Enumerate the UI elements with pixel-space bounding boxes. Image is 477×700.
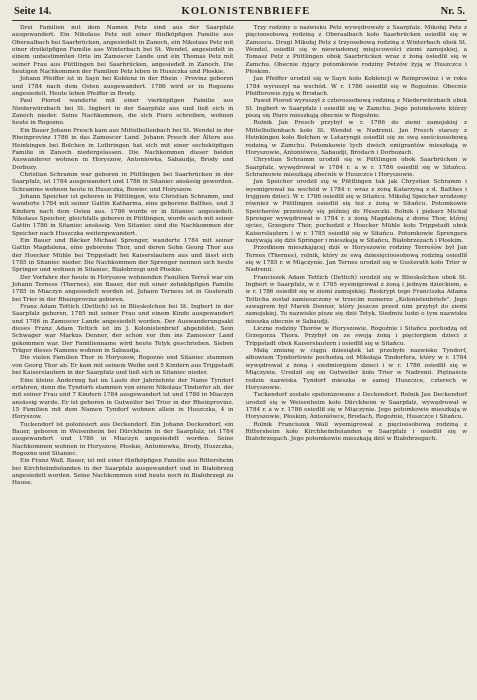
paragraph-piorod-de: Paul Piorod wanderte mit einer vierköpfigen Familie aus Niederwürzbach bei St. Ingbert in der Saarpfalz aus und ließ sich in Zanoch nieder. Seine Nachkommen, die sich Piuro schreiben, wohnen heute in Rogozno.	[12, 98, 234, 127]
page-header	[12, 6, 467, 20]
paragraph-tuckendorf-de: Tuckendorf ist polonisiert aus Deckendorf. Ein Johann Deckendorf, ein Bauer, geboren in Weisenheim bei Dürckheim in der Saarpfalz, ist 1784 ausgewandert und 1786 in Miaczyn angesiedelt worden. Seine Nachkommen wohnen in Horyszow, Płoskie, Antoniowka, Brody, Huszczka, Rogozno und Sitaniec.	[12, 421, 234, 457]
paragraph-tuckendorf-pl: Tuckendorf zostało spolonizowane z Deckendorf. Rolnik Jan Deckendorf urodził się w Weisenheim koło Dürckheim w Saarpfalz, wywędrował w 1784 r. a w r. 1786 osiedlił się w Miączynie. Jego potomkowie mieszkają w Horyszowie, Płoskim, Antoniówce, Brodach, Rogoźnie, Huszczce i Sitańcu.	[245, 392, 467, 421]
german-column	[12, 25, 234, 488]
paragraph-tyndorf-de: Eine kleine Änderung hat im Laufe der Jahrzehnte der Name Tyndorf erfahren, denn die Tyndorfs stammen von einem Nikolaus Tindorfer ab, der mit seiner Frau und 7 Kindern 1784 ausgewandert ist und 1786 in Miaczyn ansässig wurde. Er ist geboren in Gutweiler bei Trier in der Rheinprovinz. 15 Familien mit dem Namen Tyndorf wohnen allein in Huszczka, 4 in Horyszow.	[12, 377, 234, 421]
paragraph-sprenger-de: Ein Bauer und Bäcker Michael Sprenger, wanderte 1784 mit seiner Gattin Magdalena, eine geborene Thor, und deren Sohn Georg Thor aus der Hoecker Mühle bei Trippstadt bei Kaiserslautern aus und lässt sich 1785 in Sitaniec nieder. Die Nachkommen der Sprenger nennen sich heute Springer und wohnen in Sitaniec, Białobrzegi und Płoskie.	[12, 237, 234, 274]
paragraph-speicher-pl: Jan Speicher urodził się w Püttlingen tak jak Chrystian Schramm i wyemigrował na wschód w 1784 r. wraz z żoną Katarzyną z d. Balthes i trojgiem dzieci. W r. 1786 osiedlił się w Sitańcu. Mikołaj Speicher urodzony również w Püttlingen osiedlił się też z żoną w Sitańcu. Potomkowie Speicherów przeniosły się później do Huszczki. Rolnik i piekarz Michał Sprenger wywędrował w 1784 r. z żoną Magdaleną z domu Thor, której ojciec, Grzegorz Thor, pochodził z Hoecker Mühle koło Trippstadt obok Kaiserslautern i w r. 1785 osiedlił się w Sitańcu. Potomkowie Sprengera nazywają się dziś Springer i mieszkają w Sitańcu, Białobrzezach i Płoskim.	[245, 179, 467, 244]
page-label: Seite 14.	[14, 6, 52, 17]
paragraph-tettich-pl: Franciszek Adam Tettich (Dettich) urodził się w Blieskolchen obok St. Ingbert w Saarpfalz, w r. 1785 wyemigrował z żoną i jednym dzieckiem, a w r. 1786 osiedlił się w ziemi zamojskiej. Reskrypt tego Franciszka Adama Tetticha został zamieszczony w trzecim numerze „Kolonistenbriefe". Jego szwagrem był Marek Denner, który jeszcze przed nim przybył do ziemi zamojskiej. To nazwisko pisze się dziś Tetyk. Siedmiu ludzi o tym nazwisku mieszka obecnie w Sabaudji.	[245, 274, 467, 325]
paragraph-terness-de: Der Vorfahre der heute in Horyszow wohnenden Familien Terreš war ein Johann Terness (Thernes), ein Bauer, der mit einer zehnköpfigen Familie 1785 in Miaczyn angesiedelt worden ist. Johann Terness ist in Gusterath bei Trier in der Rheinprovinz geboren.	[12, 274, 234, 303]
paragraph-tyndorf-pl: Małą zmianę w ciągu dziesiątek lat przebyło nazwisko Tyndorf, albowiem Tyndorfowie pochodzą od Mikołaja Tindorfera, który w r. 1784 wywędrował z żoną i siedmiorgiem dzieci i w r. 1786 osiedlił się w Miączynie. Urodził się on Gutweiler koło Trier w Nadrenii. Piętnaście rodzin nazwiska Tyndorf mieszka w samej Huszczce, czterech w Horyszowie.	[245, 348, 467, 391]
polish-column	[246, 25, 468, 488]
paragraph-thor-de: Die vielen Familien Thor in Horyszow, Rogozno und Sitaniec stammen von Georg Thor ab. Er kam mit seinem Weibe und 5 Kindern aus Trippstadt bei Kaiserslautern in der Saarpfalz und ließ sich in Sitaniec nieder.	[12, 355, 234, 377]
paragraph-piorod-pl: Paweł Piorod wyruszył z czteroosobową rodziną z Niederwürzbach obok St. Ingbert w Saarpfalz i osiedlił się w Zamchu. Jego potomkowie którzy piszą się Piuro mieszkają obecnie w Rogoźnie.	[245, 98, 467, 120]
paragraph-wall-pl: Rolnik Franciszek Wall wyemigrował z pięcioosobową rodziną z Rittersheim koło Kirchheimbolanden w Saarpfalz i osiedlił się w Białobrzegach. Jego potomkowie mieszkają dziś w Białobrzegach.	[245, 421, 467, 443]
journal-title: KOLONISTENBRIEFE	[181, 6, 311, 17]
paragraph-schramm-de: Christian Schramm war geboren in Püttlingen bei Saarbrücken in der Saarpfalz, ist 1784 ausgewandert und 1786 in Sitaniec ansässig geworden. Schramms wohnen heute in Huszczka, Bowiec und Horyszow.	[12, 171, 234, 193]
paragraph-speicher-de: Johann Speicher ist geboren in Püttlingen, wie Christian Schramm, und wanderte 1784 mit seiner Gattin Katharina, eine geborene Balthes, und 3 Kindern nach dem Osten aus. 1786 wurde er in Sitaniec angesiedelt. Nikolaus Speicher, gleichfalls geboren in Püttlingen, wurde auch mit seiner Gattin 1786 in Sitaniec ansässig. Von Sitaniec sind die Nachkommen der Speicher nach Huszczka weitergewandert.	[12, 193, 234, 237]
paragraph-pfeiffer-pl: Jan Pfeiffer urodził się w Sayn koło Koblencji w Reinprowinz i w roku 1784 wyruszył na wschód. W r. 1786 osiedlił się w Rogoźnie. Obecnie Pfeifferowie żyją w Brodach.	[245, 76, 467, 98]
paragraph-terness-pl: Przodkiem mieszkającej dziś w Horyszowie rodziny Terreśów był Jan Ternes (Thernes), rolnik, który ze swą dziesięcioosobową rodziną osiedlił się w 1785 r. w Miączynie. Jan Ternes urodził się w Gusterath koło Trier w Nadrenii.	[245, 245, 467, 274]
paragraph-schramm-pl: Chrystian Schramm urodził się w Püttlingen obok Saarbrücken w Saarpfalz, wywędrował w 1784 r. a w r. 1786 osiedlił się w Sitańcu. Schramowie mieszkają obecnie w Huszczce i Horyszowie.	[245, 157, 467, 178]
paragraph-petz-pl: Trzy rodziny o nazwisku Petz wywędrowały z Saarpfalz. Mikołaj Petz z pięcioosobową rodziną z Oberaalbach koło Saarbrücken osiedlił się w Zamoscu. Drugi Mikołaj Petz z trzyosobową rodziną z Winterbach obok St. Wendel, osiedlił się w niewiadomej miejscowości ziemi zamojskiej, a Tomasz Petz z Püttlingen obok Saarbrücken wraz z żoną osiedlił się w Zamchu. Obecnie żyjący potomkowie rodziny Petzów żyją w Huszczce i Płoskim.	[245, 25, 467, 76]
two-column-body	[12, 25, 467, 488]
paragraph-presch-de: Ein Bauer Johann Presch kam aus Mittelbollenbach bei St. Wendel in der Rheinprovinz 1786 in das Zamoscer Land. Johann Presch der Ältere aus Heinkingen bei Bolchen in Lothringen hat sich mit einer sechsköpfigen Familie in Zanoch niedergelassen. Die Nachkommen dieser beiden Auswanderer wohnen in Horyszow, Antoniowka, Sabaudja, Brody und Dorbozy.	[12, 127, 234, 171]
paragraph-presch-pl: Rolnik Jan Presch przybył w r. 1786 do ziemi zamojskiej z Mittelbollenbach koło St. Wendel w Nadrenii. Jan Presch starszy z Heinkingen koło Bolchen w Lotaryngii osiedlił się ze swą sześcioosobową rodziną w Zamchu. Potomkowie tych dwóch emigrantów mieszkają w Horyszowie, Antoniówce, Sabaudji, Brodach i Dorbozach.	[245, 120, 467, 156]
issue-number: Nr. 5.	[440, 6, 465, 17]
paragraph-petz-de: Drei Familien mit dem Namen Petz sind aus der Saarpfalz ausgewandert. Ein Nikolaus Petz mit einer fünfköpfigen Familie aus Oberaalbach bei Saarbrücken, angesiedelt in Zanoch, ein Nikolaus Petz mit einer dreiköpfigen Familie aus Winterbach bei St. Wendel, angesiedelt in einem unbestimmten Orte im Zamoscer Lande und ein Thomas Petz mit seiner Frau aus Püttlingen bei Saarbrücken, angesiedelt in Zanoch. Die heutigen Nachkommen der Familien Petz leben in Huszczka und Płoskie.	[12, 25, 234, 76]
paragraph-tettich-de: Franz Adam Tettich (Dettich) ist in Blieskolchen bei St. Ingbert in der Saarpfalz geboren, 1785 mit seiner Frau und einem Kinde ausgewandert und 1786 in Zamoscer Lande angesiedelt worden. Der Auswanderungsakt dieses Franz Adam Tettich ist im J. Kolonistenbrief abgebildet. Sein Schwager war Markus Denner, der schon vor ihm ins Zamoscer Land gekommen war. Der Familienname wird heute Tetyk geschrieben. Sieben Träger dieses Namens wohnen in Sabaudja.	[12, 304, 234, 355]
paragraph-thor-pl: Liczne rodziny Thorów w Horyszowie, Rogoźnie i Sitańcu pochodzą od Grzegorza Thora. Przybył on ze swoją żoną i pięciorgiem dzieci z Trippstadt obok Kaiserslautern i osiedlił się w Sitańcu.	[245, 326, 467, 347]
paragraph-pfeiffer-de: Johann Pfeiffer ist in Sayn bei Koblenz in der Rhein - Provinz geboren und 1784 nach dem Osten ausgewandert. 1786 wird er in Rogozno angesiedelt. Heute leben Pfeiffer in Brody.	[12, 76, 234, 98]
paragraph-wall-de: Ein Franz Wall, Bauer, ist mit einer fünfköpfigen Familie aus Rittersheim bei Kirchheimbolanden in der Saarpfalz ausgewandert und in Białobrzeg angesiedelt worden. Seine Nachkommen sind heute noch in Białobrzegi zu Hause.	[12, 458, 234, 487]
header-rule	[12, 20, 467, 21]
